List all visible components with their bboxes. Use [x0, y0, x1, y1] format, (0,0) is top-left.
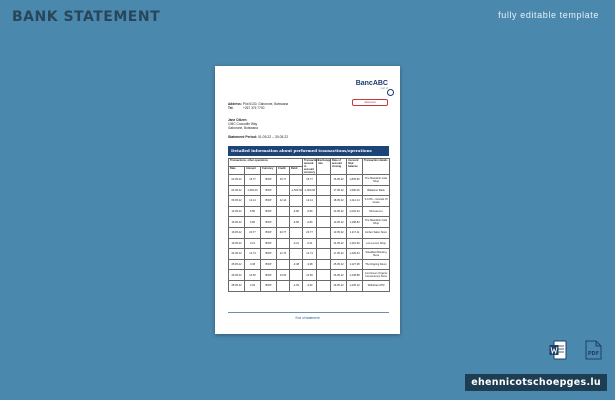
- cell-amount: 1,500.00: [245, 185, 261, 196]
- cell-exchange: [317, 217, 331, 228]
- cell-tx-amount: -1,500.00: [303, 185, 317, 196]
- cell-amount: 20.77: [245, 227, 261, 238]
- cell-currency: BWP: [261, 249, 277, 260]
- cell-credit: 15.77: [277, 175, 290, 186]
- period-value: 01.05.22 – 30.05.22: [257, 135, 289, 139]
- cell-credit: [277, 217, 290, 228]
- cell-balance: 1,835.66: [347, 175, 363, 186]
- cell-closing: 17.05.22: [331, 185, 347, 196]
- col-tx-amount: Transaction amount in account currency: [304, 159, 319, 174]
- cell-credit: [277, 280, 290, 291]
- cell-exchange: [317, 175, 331, 186]
- cell-amount: 0.21: [245, 238, 261, 249]
- logo-ring-icon: [387, 89, 394, 96]
- cell-balance: 1,238.88: [347, 270, 363, 281]
- cell-tx-amount: -3.38: [303, 259, 317, 270]
- cell-currency: BWP: [261, 270, 277, 281]
- cell-date: 04.05.22: [229, 185, 245, 196]
- cell-balance: 1,198.84: [347, 217, 363, 228]
- cell-closing: 17.05.22: [331, 249, 347, 260]
- cell-details: S.COS – Grands Of Grace: [363, 196, 390, 207]
- col-amount: Amount: [245, 167, 261, 175]
- cell-date: 19.05.22: [229, 238, 245, 249]
- bank-address: [228, 102, 288, 110]
- col-group-header: Transactions, other operations: [229, 159, 303, 167]
- customer-street: 1/MC Crocodile Way: [228, 122, 258, 126]
- cell-exchange: [317, 206, 331, 217]
- cell-debit: [290, 249, 303, 260]
- cell-details: Steadfast Brewing Store: [363, 249, 390, 260]
- cell-closing: 26.05.22: [331, 270, 347, 281]
- cell-details: The Mandarin Cafe Shop: [363, 175, 390, 186]
- cell-balance: 1,229.64: [347, 249, 363, 260]
- cell-exchange: [317, 270, 331, 281]
- pdf-icon: [584, 340, 602, 360]
- cell-exchange: [317, 280, 331, 291]
- cell-currency: BWP: [261, 227, 277, 238]
- cell-date: 28.05.22: [229, 280, 245, 291]
- cell-debit: [290, 196, 303, 207]
- table-row: [229, 196, 390, 207]
- transactions-body: [229, 175, 390, 292]
- cell-amount: 6.80: [245, 217, 261, 228]
- cell-details: Amber Salon Store: [363, 227, 390, 238]
- cell-balance: 1,003.34: [347, 206, 363, 217]
- bank-logo: [352, 80, 388, 108]
- cell-currency: BWP: [261, 238, 277, 249]
- cell-details: Just Green Organic Convenience Store: [363, 270, 390, 281]
- statement-preview: [215, 66, 400, 334]
- cell-debit: -3.38: [290, 259, 303, 270]
- cell-date: 06.05.22: [229, 196, 245, 207]
- cell-balance: 1,227.38: [347, 259, 363, 270]
- cell-closing: 25.05.22: [331, 259, 347, 270]
- word-file-icon[interactable]: [549, 340, 567, 360]
- table-row: [229, 185, 390, 196]
- cell-tx-amount: -6.80: [303, 206, 317, 217]
- cell-closing: 13.05.22: [331, 217, 347, 228]
- cell-date: 24.05.22: [229, 249, 245, 260]
- cell-debit: [290, 270, 303, 281]
- cell-balance: 1,217.11: [347, 227, 363, 238]
- cell-details: The Mandarin Cafe Shop: [363, 217, 390, 228]
- cell-balance: 1,235.13: [347, 280, 363, 291]
- customer-name: Jane Citizen: [228, 118, 247, 122]
- col-credit: Credit: [277, 167, 290, 175]
- col-details: Transaction details: [363, 159, 390, 175]
- cell-credit: [277, 185, 290, 196]
- cell-credit: [277, 206, 290, 217]
- cell-amount: 6.80: [245, 206, 261, 217]
- statement-period: [228, 135, 288, 139]
- cell-currency: BWP: [261, 185, 277, 196]
- cell-currency: BWP: [261, 196, 277, 207]
- cell-exchange: [317, 259, 331, 270]
- cell-closing: 13.05.22: [331, 227, 347, 238]
- cell-credit: 12.74: [277, 249, 290, 260]
- cell-balance: 1,500.00: [347, 185, 363, 196]
- transactions-table: [228, 158, 390, 292]
- col-date: Date: [229, 167, 245, 175]
- cell-closing: 29.05.22: [331, 280, 347, 291]
- period-label: Statement Period:: [228, 135, 258, 139]
- cell-debit: -0.21: [290, 238, 303, 249]
- tel-value: +267 376 7700: [243, 106, 265, 110]
- cell-closing: 14.05.22: [331, 238, 347, 249]
- cell-exchange: [317, 185, 331, 196]
- cell-amount: 15.77: [245, 175, 261, 186]
- cell-amount: 2.93: [245, 280, 261, 291]
- cell-details: Lou Lemon Shop: [363, 238, 390, 249]
- col-balance: Account final balance: [347, 159, 363, 175]
- address-value: Plot 6130, Gaborone, Botswana: [243, 102, 289, 106]
- bank-logo-tagline: part of: [380, 87, 388, 90]
- site-link[interactable]: ehennicotschoepges.lu: [465, 374, 607, 391]
- cell-tx-amount: 12.14: [303, 196, 317, 207]
- cell-exchange: [317, 227, 331, 238]
- cell-credit: 12.14: [277, 196, 290, 207]
- cell-currency: BWP: [261, 175, 277, 186]
- cell-tx-amount: 20.77: [303, 227, 317, 238]
- customer-block: [228, 118, 258, 130]
- cell-currency: BWP: [261, 217, 277, 228]
- cell-closing: 15.05.22: [331, 175, 347, 186]
- table-row: [229, 259, 390, 270]
- word-icon: [549, 340, 567, 360]
- cell-debit: -1,500.00: [290, 185, 303, 196]
- cell-date: 15.05.22: [229, 217, 245, 228]
- cell-date: 16.05.22: [229, 227, 245, 238]
- cell-date: 25.05.22: [229, 259, 245, 270]
- bank-logo-badge: atlasmara: [352, 99, 388, 106]
- table-row: [229, 270, 390, 281]
- table-row: [229, 280, 390, 291]
- cell-amount: 10.50: [245, 270, 261, 281]
- cell-date: 14.05.22: [229, 206, 245, 217]
- table-row: [229, 249, 390, 260]
- table-row: [229, 206, 390, 217]
- col-exchange: Exchange rate: [317, 159, 331, 175]
- table-row: [229, 175, 390, 186]
- cell-balance: 1,212.14: [347, 196, 363, 207]
- pdf-file-icon[interactable]: [584, 340, 602, 360]
- cell-details: Mimosa Lui: [363, 206, 390, 217]
- cell-amount: 3.38: [245, 259, 261, 270]
- cell-tx-amount: 12.74: [303, 249, 317, 260]
- pdf-icon-label: PDF: [587, 351, 600, 357]
- cell-debit: -2.93: [290, 280, 303, 291]
- table-row: [229, 238, 390, 249]
- page-title: BANK STATEMENT: [12, 9, 161, 25]
- cell-currency: BWP: [261, 206, 277, 217]
- cell-debit: -6.80: [290, 217, 303, 228]
- address-label: Address:: [228, 102, 242, 106]
- cell-closing: 18.05.22: [331, 196, 347, 207]
- cell-details: Ballatone Bank: [363, 185, 390, 196]
- cell-details: Withdraw ATM: [363, 280, 390, 291]
- cell-currency: BWP: [261, 280, 277, 291]
- col-currency: Currency: [261, 167, 277, 175]
- cell-exchange: [317, 249, 331, 260]
- cell-balance: 1,216.90: [347, 238, 363, 249]
- cell-credit: 20.77: [277, 227, 290, 238]
- col-debit: Debit: [290, 167, 303, 175]
- cell-credit: [277, 259, 290, 270]
- col-date-closing: Date of account closing: [331, 159, 347, 175]
- cell-tx-amount: 15.77: [303, 175, 317, 186]
- tel-label: Tel:: [228, 106, 234, 110]
- cell-currency: BWP: [261, 259, 277, 270]
- cell-date: 02.05.22: [229, 175, 245, 186]
- bank-logo-name: BancABC: [355, 80, 388, 87]
- cell-tx-amount: -0.21: [303, 238, 317, 249]
- page-subtitle: fully editable template: [498, 10, 599, 20]
- cell-debit: [290, 175, 303, 186]
- customer-city: Gaborone, Botswana: [228, 126, 258, 130]
- cell-exchange: [317, 238, 331, 249]
- cell-tx-amount: 10.50: [303, 270, 317, 281]
- cell-credit: 10.50: [277, 270, 290, 281]
- cell-tx-amount: -2.93: [303, 280, 317, 291]
- cell-exchange: [317, 196, 331, 207]
- end-of-statement: End of statement: [295, 316, 320, 320]
- end-divider: [228, 312, 389, 313]
- table-title: Detailed information about performed transactions/operations: [228, 146, 389, 156]
- cell-credit: [277, 238, 290, 249]
- cell-debit: [290, 227, 303, 238]
- cell-date: 26.05.22: [229, 270, 245, 281]
- cell-amount: 12.14: [245, 196, 261, 207]
- cell-amount: 12.74: [245, 249, 261, 260]
- cell-details: The Dipping Room: [363, 259, 390, 270]
- table-row: [229, 227, 390, 238]
- cell-debit: -6.80: [290, 206, 303, 217]
- cell-tx-amount: -6.80: [303, 217, 317, 228]
- table-row: [229, 217, 390, 228]
- cell-closing: 13.05.22: [331, 206, 347, 217]
